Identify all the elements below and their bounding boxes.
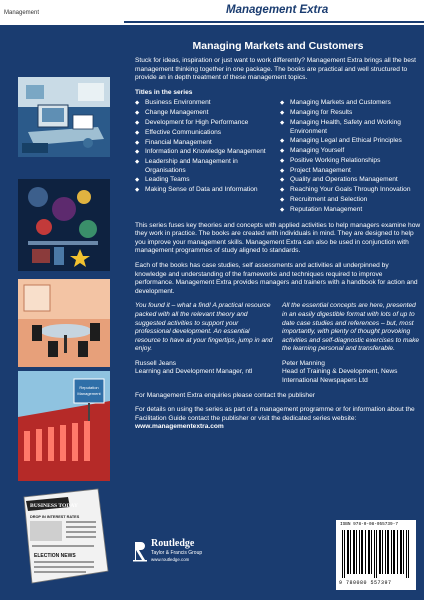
- book-title: Managing Markets and Customers: [192, 40, 364, 52]
- series-description: This series fuses key theories and concepts with applied activities to help managers examine how they work in practice. The books are created with individuals in mind. They are designed to help you improve your management skills. Management Extra can also be used in conjunction with management programmes of study aligned to standards.: [135, 221, 421, 255]
- enquiries-line: For Management Extra enquiries please contact the publisher: [135, 391, 315, 399]
- title-item: ◆ Leadership and Management in Organisations: [135, 158, 276, 175]
- newspaper-subhead: DROP IN INTEREST RATES: [30, 515, 80, 519]
- title-item: ◆ Making Sense of Data and Information: [135, 186, 276, 195]
- newspaper-masthead: BUSINESS TODAY: [30, 503, 78, 509]
- title-item: ◆ Business Environment: [135, 99, 276, 108]
- barcode: [336, 520, 416, 590]
- illustration-strip: [0, 25, 118, 600]
- title-item: ◆ Reaching Your Goals Through Innovation: [280, 186, 421, 195]
- banner-rule: [124, 21, 424, 23]
- title-item: ◆ Financial Management: [135, 139, 276, 148]
- newspaper-headline: ELECTION NEWS: [34, 553, 76, 559]
- title-item: ◆ Quality and Operations Management: [280, 176, 421, 185]
- details-text: For details on using the series as part of a management programme or for information about the Facilitation Guide contact the publisher or visit the dedicated series website:: [135, 406, 415, 422]
- publisher-tagline: Taylor & Francis Group: [151, 550, 203, 556]
- testimonial-right: [282, 302, 421, 385]
- testimonial-author: Russell Jeans: [135, 359, 177, 367]
- title-item: ◆ Development for High Performance: [135, 119, 276, 128]
- newspaper-illustration: [18, 487, 110, 587]
- title-item: ◆ Effective Communications: [135, 129, 276, 138]
- testimonial-role: Head of Training & Development, News International Newspapers Ltd: [282, 368, 398, 385]
- signboard-illustration: [18, 371, 110, 481]
- testimonial-left: [135, 302, 274, 385]
- title-item: ◆ Leading Teams: [135, 176, 276, 185]
- signboard-line-2: Management: [77, 391, 101, 396]
- office-desk-illustration: [18, 77, 110, 157]
- title-item: ◆ Reputation Management: [280, 206, 421, 215]
- title-item: ◆ Managing for Results: [280, 109, 421, 118]
- publisher-name: Routledge: [151, 538, 195, 549]
- publisher-url: www.routledge.com: [151, 557, 190, 562]
- series-banner: [226, 3, 416, 21]
- title-item: ◆ Information and Knowledge Management: [135, 148, 276, 157]
- main-content: [135, 40, 421, 438]
- features-paragraph: Each of the books has case studies, self assessments and activities all underpinned by knowledge and understanding of the frameworks and techniques required to improve performance. Management Extra provides managers and trainers with a handbook for action and development.: [135, 261, 418, 295]
- testimonials: [135, 302, 421, 385]
- title-item: ◆ Project Management: [280, 167, 421, 176]
- title-item: ◆ Managing Health, Safety and Working Environment: [280, 119, 421, 136]
- title-item: ◆ Recruitment and Selection: [280, 196, 421, 205]
- top-bar: [0, 0, 424, 25]
- intro-paragraph: Stuck for ideas, inspiration or just want to work differently? Management Extra brings all the best management thinking together in one package. The books are practical and well structured to provide an in depth treatment of these management topics.: [135, 57, 416, 82]
- signboard-line-1: Reputation: [79, 385, 99, 390]
- testimonial-text: You found it – what a find! A practical resource packed with all the relevant theory and suggested activities to support your professional development. An essential resource to have at your fingertips, jump in and enjoy.: [135, 302, 273, 353]
- publisher-logo: [133, 538, 223, 568]
- website-link[interactable]: www.managementextra.com: [135, 423, 224, 431]
- testimonial-text: All the essential concepts are here, presented in an easily digestible format with lots of up to date case studies and references – but, most importantly, with plenty of thought provoking activities and self-diagnostic exercises to make the learning personal and transferable.: [282, 302, 420, 353]
- title-item: ◆ Managing Markets and Customers: [280, 99, 421, 108]
- title-item: ◆ Change Management: [135, 109, 276, 118]
- title-item: ◆ Managing Yourself: [280, 147, 421, 156]
- barcode-digits: 9 780080 557397: [339, 580, 392, 586]
- title-item: ◆ Positive Working Relationships: [280, 157, 421, 166]
- title-item: ◆ Managing Legal and Ethical Principles: [280, 137, 421, 146]
- routledge-logo-icon: [133, 540, 147, 562]
- testimonial-role: Learning and Development Manager, ntl: [135, 368, 253, 376]
- titles-heading: Titles in the series: [135, 88, 193, 96]
- isbn-text: ISBN 978-0-08-055739-7: [340, 522, 398, 527]
- meeting-table-illustration: [18, 279, 110, 367]
- corner-label: Management: [4, 10, 40, 16]
- titles-column-left: [135, 99, 276, 215]
- barcode-bars: [342, 530, 410, 578]
- titles-column-right: [280, 99, 421, 215]
- testimonial-author: Peter Manning: [282, 359, 325, 367]
- series-name: Management Extra: [226, 4, 329, 16]
- titles-list: [135, 99, 421, 215]
- details-paragraph: [135, 406, 421, 432]
- shelf-star-illustration: [18, 179, 110, 271]
